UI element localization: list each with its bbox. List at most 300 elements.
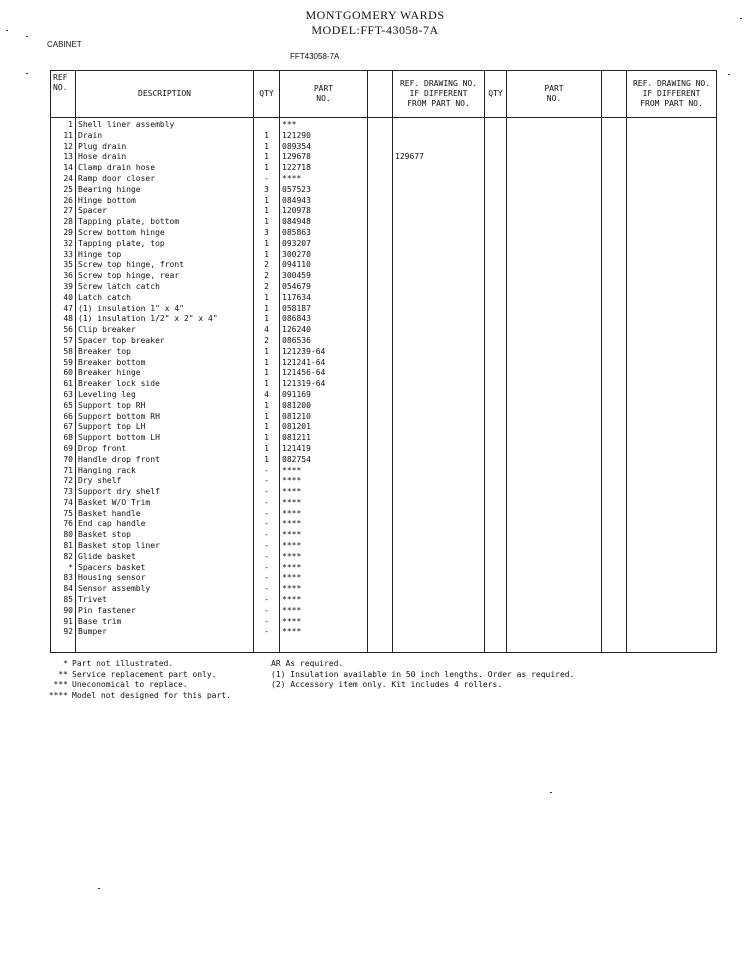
cell-spacer-2	[602, 174, 627, 185]
cell-part-no: 081200	[280, 401, 368, 412]
cell-ref-drawing-2	[627, 239, 717, 250]
table-filler-cell	[280, 638, 368, 653]
cell-part-no-2	[507, 163, 602, 174]
cell-ref-drawing-2	[627, 498, 717, 509]
cell-spacer-2	[602, 206, 627, 217]
cell-qty-2	[485, 509, 507, 520]
cell-qty-2	[485, 595, 507, 606]
cell-ref-drawing-2	[627, 541, 717, 552]
table-row	[51, 118, 717, 131]
cell-part-no: 126240	[280, 325, 368, 336]
cell-ref-drawing	[393, 584, 485, 595]
cell-spacer-2	[602, 498, 627, 509]
cell-ref-drawing-2	[627, 347, 717, 358]
cell-spacer-2	[602, 487, 627, 498]
cell-spacer	[368, 336, 393, 347]
cell-part-no: 081210	[280, 412, 368, 423]
cell-description: Hinge top	[76, 250, 254, 261]
footnote-mark: *	[63, 659, 68, 668]
cell-qty-2	[485, 368, 507, 379]
cell-spacer	[368, 433, 393, 444]
cell-qty: 1	[254, 239, 280, 250]
model-number: MODEL:FFT-43058-7A	[311, 23, 439, 37]
cell-part-no-2	[507, 358, 602, 369]
cell-ref-no: 13	[51, 152, 76, 163]
cell-part-no-2	[507, 487, 602, 498]
column-header-qty: QTY	[254, 71, 280, 118]
cell-qty-2	[485, 293, 507, 304]
table-row	[51, 293, 717, 304]
cell-part-no: 086536	[280, 336, 368, 347]
cell-qty: 2	[254, 282, 280, 293]
footnotes-symbols	[40, 659, 231, 701]
cell-part-no: 085863	[280, 228, 368, 239]
cell-description: Plug drain	[76, 142, 254, 153]
cell-qty: 1	[254, 206, 280, 217]
cell-qty-2	[485, 552, 507, 563]
cell-spacer	[368, 347, 393, 358]
cell-ref-no: 74	[51, 498, 76, 509]
cell-ref-drawing-2	[627, 390, 717, 401]
cell-description: (1) insulation 1" x 4"	[76, 304, 254, 315]
cell-qty-2	[485, 401, 507, 412]
cell-qty-2	[485, 390, 507, 401]
cell-description: Support dry shelf	[76, 487, 254, 498]
cell-ref-no: 80	[51, 530, 76, 541]
cell-ref-no: 61	[51, 379, 76, 390]
table-row	[51, 552, 717, 563]
cell-ref-no: 92	[51, 627, 76, 638]
cell-description: Dry shelf	[76, 476, 254, 487]
cell-ref-no: 75	[51, 509, 76, 520]
cell-qty: -	[254, 584, 280, 595]
cell-spacer	[368, 239, 393, 250]
cell-qty-2	[485, 228, 507, 239]
remark-accessory: (2) Accessory item only. Kit includes 4 rollers.	[271, 680, 503, 689]
cell-spacer	[368, 228, 393, 239]
cell-qty-2	[485, 206, 507, 217]
cell-part-no-2	[507, 563, 602, 574]
cell-qty: -	[254, 476, 280, 487]
cell-ref-drawing	[393, 174, 485, 185]
footnote-text: Service replacement part only.	[72, 669, 217, 679]
table-row	[51, 444, 717, 455]
cell-spacer-2	[602, 584, 627, 595]
cell-spacer-2	[602, 304, 627, 315]
cell-description: Housing sensor	[76, 573, 254, 584]
cell-spacer	[368, 422, 393, 433]
footnote	[40, 691, 231, 702]
cell-qty: -	[254, 498, 280, 509]
footnote	[40, 680, 231, 691]
cell-ref-drawing	[393, 325, 485, 336]
scan-speck	[6, 30, 8, 31]
table-filler-cell	[507, 638, 602, 653]
cell-qty-2	[485, 152, 507, 163]
cell-ref-drawing-2	[627, 401, 717, 412]
cell-ref-no: 33	[51, 250, 76, 261]
table-row	[51, 174, 717, 185]
cell-spacer	[368, 174, 393, 185]
table-row	[51, 627, 717, 638]
cell-part-no-2	[507, 584, 602, 595]
cell-ref-drawing-2	[627, 358, 717, 369]
cell-part-no: 300459	[280, 271, 368, 282]
cell-qty-2	[485, 358, 507, 369]
cell-ref-drawing-2	[627, 217, 717, 228]
cell-spacer-2	[602, 239, 627, 250]
cell-part-no: ****	[280, 552, 368, 563]
cell-spacer	[368, 401, 393, 412]
cell-ref-drawing	[393, 606, 485, 617]
cell-part-no-2	[507, 260, 602, 271]
cell-ref-no: 39	[51, 282, 76, 293]
cell-description: Handle drop front	[76, 455, 254, 466]
cell-ref-drawing	[393, 563, 485, 574]
cell-description: Hanging rack	[76, 466, 254, 477]
table-filler-cell	[485, 638, 507, 653]
cell-ref-drawing	[393, 487, 485, 498]
cell-ref-drawing-2	[627, 196, 717, 207]
cell-spacer	[368, 541, 393, 552]
cell-ref-drawing	[393, 239, 485, 250]
table-row	[51, 163, 717, 174]
cell-description: Screw latch catch	[76, 282, 254, 293]
model-code: FFT43058-7A	[290, 52, 340, 61]
cell-spacer	[368, 444, 393, 455]
cell-description: Breaker lock side	[76, 379, 254, 390]
cell-spacer-2	[602, 131, 627, 142]
cell-ref-drawing-2	[627, 271, 717, 282]
cell-ref-no: 47	[51, 304, 76, 315]
cell-spacer-2	[602, 152, 627, 163]
cell-qty-2	[485, 131, 507, 142]
cell-ref-drawing	[393, 336, 485, 347]
cell-description: Screw top hinge, rear	[76, 271, 254, 282]
cell-spacer	[368, 304, 393, 315]
cell-part-no: ****	[280, 498, 368, 509]
cell-qty: 1	[254, 196, 280, 207]
cell-ref-drawing-2	[627, 476, 717, 487]
cell-part-no-2	[507, 530, 602, 541]
cell-ref-drawing	[393, 314, 485, 325]
table-row	[51, 563, 717, 574]
cell-ref-drawing-2	[627, 573, 717, 584]
cell-part-no: 122718	[280, 163, 368, 174]
cell-part-no-2	[507, 412, 602, 423]
cell-ref-drawing	[393, 552, 485, 563]
cell-description: Spacers basket	[76, 563, 254, 574]
cell-qty-2	[485, 422, 507, 433]
table-filler-cell	[368, 638, 393, 653]
table-row	[51, 260, 717, 271]
cell-part-no: 093207	[280, 239, 368, 250]
cell-spacer-2	[602, 552, 627, 563]
cell-part-no: 094110	[280, 260, 368, 271]
column-spacer-2	[602, 71, 627, 118]
cell-part-no: 054679	[280, 282, 368, 293]
cell-part-no: 129678	[280, 152, 368, 163]
cell-part-no: 089354	[280, 142, 368, 153]
cell-qty: 1	[254, 347, 280, 358]
cell-part-no-2	[507, 401, 602, 412]
table-row	[51, 466, 717, 477]
footnote-mark: **	[58, 669, 68, 679]
cell-ref-no: 69	[51, 444, 76, 455]
cell-ref-drawing-2	[627, 455, 717, 466]
cell-ref-drawing-2	[627, 228, 717, 239]
cell-ref-drawing	[393, 519, 485, 530]
table-header-row	[51, 71, 717, 118]
scan-speck	[740, 18, 742, 19]
cell-ref-drawing-2	[627, 163, 717, 174]
cell-spacer-2	[602, 271, 627, 282]
cell-spacer-2	[602, 390, 627, 401]
cell-qty-2	[485, 304, 507, 315]
cell-ref-drawing	[393, 412, 485, 423]
cell-part-no-2	[507, 325, 602, 336]
cell-qty: 3	[254, 228, 280, 239]
cell-ref-no: 25	[51, 185, 76, 196]
cell-ref-drawing-2	[627, 595, 717, 606]
cell-part-no: ****	[280, 487, 368, 498]
cell-ref-no: 29	[51, 228, 76, 239]
cell-part-no: 086843	[280, 314, 368, 325]
cell-qty-2	[485, 466, 507, 477]
cell-spacer-2	[602, 368, 627, 379]
cell-description: Ramp door closer	[76, 174, 254, 185]
cell-part-no: ****	[280, 584, 368, 595]
cell-ref-drawing-2	[627, 282, 717, 293]
parts-table	[50, 70, 717, 653]
cell-part-no-2	[507, 466, 602, 477]
cell-part-no: 084948	[280, 217, 368, 228]
cell-qty-2	[485, 444, 507, 455]
table-bottom-row	[51, 638, 717, 653]
cell-part-no-2	[507, 606, 602, 617]
cell-ref-no: 71	[51, 466, 76, 477]
cell-ref-no: 58	[51, 347, 76, 358]
cell-part-no-2	[507, 519, 602, 530]
cell-qty: -	[254, 552, 280, 563]
cell-spacer	[368, 196, 393, 207]
table-filler-cell	[393, 638, 485, 653]
cell-qty: -	[254, 606, 280, 617]
cell-ref-no: 72	[51, 476, 76, 487]
cell-spacer	[368, 260, 393, 271]
cell-description: Basket stop liner	[76, 541, 254, 552]
cell-ref-no: 68	[51, 433, 76, 444]
cell-spacer	[368, 206, 393, 217]
cell-ref-no: 1	[51, 118, 76, 131]
cell-qty	[254, 118, 280, 131]
cell-part-no-2	[507, 476, 602, 487]
cell-ref-drawing	[393, 627, 485, 638]
cell-qty: 1	[254, 304, 280, 315]
cell-ref-drawing	[393, 163, 485, 174]
cell-part-no: ****	[280, 466, 368, 477]
cell-ref-no: 59	[51, 358, 76, 369]
cell-ref-drawing-2	[627, 260, 717, 271]
cell-spacer	[368, 617, 393, 628]
cell-ref-no: 28	[51, 217, 76, 228]
cell-ref-drawing	[393, 455, 485, 466]
cell-ref-drawing	[393, 368, 485, 379]
cell-qty-2	[485, 239, 507, 250]
cell-part-no-2	[507, 455, 602, 466]
cell-ref-drawing-2	[627, 466, 717, 477]
cell-ref-drawing	[393, 379, 485, 390]
cell-qty: -	[254, 563, 280, 574]
cell-description: Support bottom LH	[76, 433, 254, 444]
table-row	[51, 368, 717, 379]
cell-qty: -	[254, 530, 280, 541]
cell-qty-2	[485, 541, 507, 552]
cell-ref-no: 85	[51, 595, 76, 606]
cell-ref-no: 73	[51, 487, 76, 498]
cell-ref-drawing-2	[627, 422, 717, 433]
cell-spacer-2	[602, 476, 627, 487]
cell-ref-no: 65	[51, 401, 76, 412]
column-header-part-2: PART NO.	[507, 71, 602, 118]
cell-description: Sensor assembly	[76, 584, 254, 595]
cell-part-no-2	[507, 118, 602, 131]
cell-ref-drawing-2	[627, 617, 717, 628]
cell-ref-no: 83	[51, 573, 76, 584]
cell-part-no-2	[507, 498, 602, 509]
cell-ref-drawing	[393, 498, 485, 509]
cell-part-no-2	[507, 336, 602, 347]
cell-description: Screw top hinge, front	[76, 260, 254, 271]
cell-spacer-2	[602, 563, 627, 574]
cell-ref-drawing-2	[627, 314, 717, 325]
cell-ref-drawing	[393, 530, 485, 541]
section-label: CABINET	[47, 40, 82, 49]
cell-qty: 1	[254, 444, 280, 455]
cell-ref-no: 27	[51, 206, 76, 217]
cell-qty-2	[485, 627, 507, 638]
table-row	[51, 358, 717, 369]
cell-qty-2	[485, 142, 507, 153]
cell-part-no: ****	[280, 509, 368, 520]
cell-qty-2	[485, 412, 507, 423]
cell-part-no-2	[507, 293, 602, 304]
cell-spacer	[368, 282, 393, 293]
cell-ref-drawing	[393, 476, 485, 487]
cell-description: Bumper	[76, 627, 254, 638]
table-row	[51, 433, 717, 444]
cell-spacer	[368, 142, 393, 153]
cell-qty: 1	[254, 163, 280, 174]
table-row	[51, 476, 717, 487]
cell-ref-no: 76	[51, 519, 76, 530]
cell-ref-drawing-2	[627, 606, 717, 617]
cell-ref-drawing-2	[627, 185, 717, 196]
cell-qty: 2	[254, 336, 280, 347]
cell-qty-2	[485, 530, 507, 541]
cell-ref-no: 26	[51, 196, 76, 207]
cell-description: Shell liner assembly	[76, 118, 254, 131]
cell-part-no-2	[507, 617, 602, 628]
cell-part-no: ***	[280, 118, 368, 131]
cell-qty-2	[485, 271, 507, 282]
cell-part-no-2	[507, 314, 602, 325]
cell-spacer-2	[602, 250, 627, 261]
cell-spacer	[368, 606, 393, 617]
cell-ref-drawing-2	[627, 530, 717, 541]
cell-part-no: 121241-64	[280, 358, 368, 369]
table-row	[51, 250, 717, 261]
footnote-text: Model not designed for this part.	[72, 690, 231, 700]
cell-qty-2	[485, 455, 507, 466]
cell-part-no-2	[507, 217, 602, 228]
cell-spacer-2	[602, 185, 627, 196]
cell-part-no-2	[507, 433, 602, 444]
table-row	[51, 422, 717, 433]
cell-part-no-2	[507, 271, 602, 282]
cell-description: Basket stop	[76, 530, 254, 541]
cell-description: Trivet	[76, 595, 254, 606]
cell-spacer-2	[602, 260, 627, 271]
cell-part-no: ****	[280, 563, 368, 574]
cell-part-no-2	[507, 541, 602, 552]
cell-ref-drawing-2	[627, 433, 717, 444]
cell-ref-drawing	[393, 271, 485, 282]
cell-ref-drawing	[393, 282, 485, 293]
cell-ref-drawing	[393, 304, 485, 315]
cell-spacer-2	[602, 617, 627, 628]
cell-description: Leveling leg	[76, 390, 254, 401]
cell-qty-2	[485, 250, 507, 261]
cell-description: Spacer top breaker	[76, 336, 254, 347]
cell-part-no-2	[507, 595, 602, 606]
table-row	[51, 487, 717, 498]
cell-qty: 2	[254, 260, 280, 271]
cell-description: Clamp drain hose	[76, 163, 254, 174]
cell-ref-drawing-2	[627, 325, 717, 336]
table-filler-cell	[602, 638, 627, 653]
cell-ref-drawing	[393, 118, 485, 131]
table-row	[51, 206, 717, 217]
table-row	[51, 509, 717, 520]
cell-spacer-2	[602, 336, 627, 347]
table-row	[51, 573, 717, 584]
cell-ref-drawing	[393, 228, 485, 239]
cell-description: Bearing hinge	[76, 185, 254, 196]
cell-ref-no: 84	[51, 584, 76, 595]
document-title: MONTGOMERY WARDS	[305, 8, 445, 22]
cell-description: Support bottom RH	[76, 412, 254, 423]
cell-qty: -	[254, 174, 280, 185]
cell-ref-drawing-2	[627, 379, 717, 390]
cell-spacer	[368, 627, 393, 638]
cell-qty-2	[485, 584, 507, 595]
table-filler-cell	[51, 638, 76, 653]
cell-ref-drawing-2	[627, 152, 717, 163]
cell-part-no-2	[507, 627, 602, 638]
cell-ref-no: 32	[51, 239, 76, 250]
cell-part-no: 081201	[280, 422, 368, 433]
cell-part-no: 120978	[280, 206, 368, 217]
cell-spacer	[368, 412, 393, 423]
cell-spacer	[368, 358, 393, 369]
footnote	[40, 670, 231, 681]
cell-ref-drawing	[393, 617, 485, 628]
cell-ref-drawing-2	[627, 444, 717, 455]
cell-part-no: ****	[280, 627, 368, 638]
cell-part-no: ****	[280, 595, 368, 606]
cell-part-no-2	[507, 142, 602, 153]
